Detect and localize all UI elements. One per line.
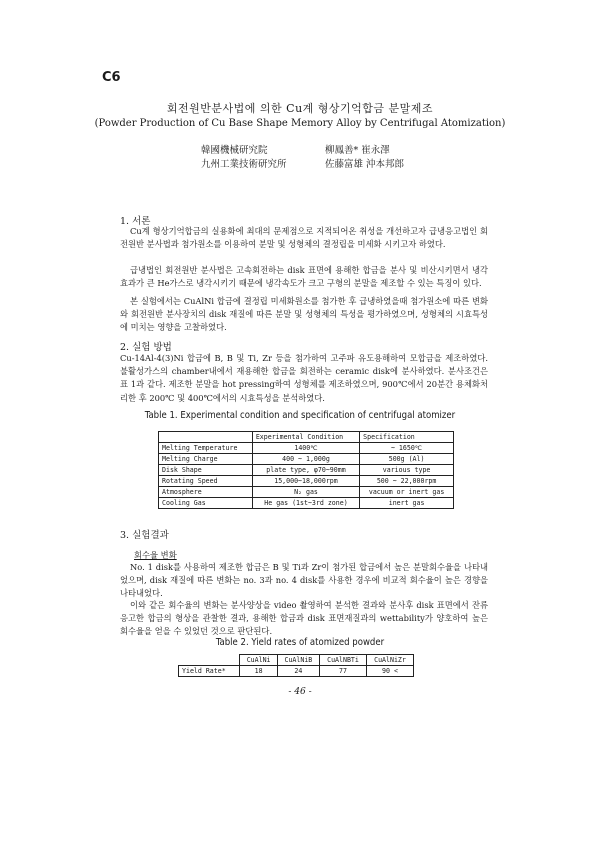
table-cell: CuAlNBTi [319, 655, 366, 666]
table-cell: Melting Temperature [159, 443, 253, 454]
affiliation-institute-2: 九州工業技術研究所 [201, 159, 287, 170]
table-cell: ~ 1650℃ [360, 443, 454, 454]
table-cell: N₂ gas [252, 487, 359, 498]
table-cell: 500 ~ 22,000rpm [360, 476, 454, 487]
results-paragraph-1: No. 1 disk를 사용하여 제조한 합금은 B 및 Ti과 Zr이 첨가된 합금에서 높은 분말회수율을 나타내었으며, disk 재질에 따른 변화는 no. 3과 no. 4 disk를 사용한 경우에 비교적 회수율이 높은 경향을 나타내었다. [120, 562, 488, 599]
table1-caption: Table 1. Experimental condition and specification of centrifugal atomizer [144, 410, 456, 421]
section-heading-introduction: 1. 서론 [120, 216, 151, 227]
table-cell: Yield Rate* [179, 666, 240, 677]
table-cell: Disk Shape [159, 465, 253, 476]
table2-caption: Table 2. Yield rates of atomized powder [215, 637, 385, 648]
table-cell [159, 432, 253, 443]
table-cell: CuAlNi [240, 655, 277, 666]
results-paragraph-2: 이와 같은 회수율의 변화는 분사양상을 video 촬영하여 분석한 결과와 분사후 disk 표면에서 잔류응고한 합금의 형상을 관찰한 결과, 용해한 합금과 disk 표면재질과의 wettability가 양호하여 높은 회수율을 얻을 수 있었던 것으로 판단된다. [120, 600, 488, 637]
table-header-row [179, 655, 414, 666]
table-cell: 90 < [366, 666, 413, 677]
table-cell [179, 655, 240, 666]
intro-paragraph-1: Cu계 형상기억합금의 실용화에 최대의 문제점으로 지적되어온 취성을 개선하고자 급냉응고법인 회전원반 분사법과 첨가원소를 이용하여 분말 및 성형체의 결정립을 미세화 시키고자 하였다. [120, 226, 488, 250]
table-cell: 400 ~ 1,000g [252, 454, 359, 465]
paper-code: C6 [102, 70, 121, 85]
table-cell: CuAlNiB [277, 655, 319, 666]
table-experimental-conditions [158, 431, 454, 509]
table-row [179, 666, 414, 677]
table-cell: 77 [319, 666, 366, 677]
table-cell: inert gas [360, 498, 454, 509]
table-cell: Melting Charge [159, 454, 253, 465]
table-cell: Atmosphere [159, 487, 253, 498]
page-number: - 46 - [288, 687, 312, 697]
table-header-row [159, 432, 454, 443]
table-cell: various type [360, 465, 454, 476]
table-cell: 24 [277, 666, 319, 677]
subheading-yield-change: 회수율 변화 [134, 550, 177, 560]
table-cell: Cooling Gas [159, 498, 253, 509]
table-cell: Specification [360, 432, 454, 443]
table-cell: 500g (Al) [360, 454, 454, 465]
table-row [159, 465, 454, 476]
table-cell: vacuum or inert gas [360, 487, 454, 498]
table-cell: 1400℃ [252, 443, 359, 454]
table-row [159, 454, 454, 465]
method-paragraph: Cu-14Al-4(3)Ni 합금에 B, B 및 Ti, Zr 등을 첨가하여 고주파 유도용해하여 모합금을 제조하였다. 불활성가스의 chamber내에서 재용해한 합금을 회전하는 ceramic disk에 분사하였다. 분사조건은 표 1과 같다. 제조한 분말을 hot pressing하여 성형체를 제조하였으며, 900℃에서 20분간 용체화처리한 후 200℃ 및 400℃에서의 시효특성을 분석하였다. [120, 353, 488, 403]
table-row [159, 498, 454, 509]
section-heading-results: 3. 실험결과 [120, 530, 169, 541]
table-cell: 18 [240, 666, 277, 677]
table-cell: Experimental Condition [252, 432, 359, 443]
table-cell: Rotating Speed [159, 476, 253, 487]
section-heading-method: 2. 실험 방법 [120, 342, 172, 353]
affiliation-authors-2: 佐藤富雄 沖本邦郎 [325, 159, 405, 170]
table-row [159, 487, 454, 498]
table-yield-rates [178, 654, 414, 677]
table-cell: He gas (1st~3rd zone) [252, 498, 359, 509]
table-row [159, 443, 454, 454]
table-cell: 15,000~18,000rpm [252, 476, 359, 487]
table-cell: plate type, φ70~90mm [252, 465, 359, 476]
title-english: (Powder Production of Cu Base Shape Memory Alloy by Centrifugal Atomization) [94, 118, 506, 129]
intro-paragraph-2: 급냉법인 회전원반 분사법은 고속회전하는 disk 표면에 용해한 합금을 분사 및 비산시키면서 냉각효과가 큰 He가스로 냉각시키기 때문에 냉각속도가 크고 구형의 분말을 제조할 수 있는 특징이 있다. [120, 265, 488, 289]
title-korean: 회전원반분사법에 의한 Cu계 형상기억합금 분말제조 [166, 102, 434, 115]
table-cell: CuAlNiZr [366, 655, 413, 666]
intro-paragraph-3: 본 실험에서는 CuAlNi 합금에 결정립 미세화원소를 첨가한 후 급냉하였을때 첨가원소에 따른 변화와 회전원반 분사장치의 disk 재질에 따른 분말 및 성형체의 특성을 평가하였으며, 성형체의 시효특성에 미치는 영향을 고찰하였다. [120, 296, 488, 333]
affiliation-authors-1: 柳鳳善* 崔永澤 [325, 145, 390, 156]
table-row [159, 476, 454, 487]
affiliation-institute-1: 韓國機械研究院 [201, 145, 268, 156]
